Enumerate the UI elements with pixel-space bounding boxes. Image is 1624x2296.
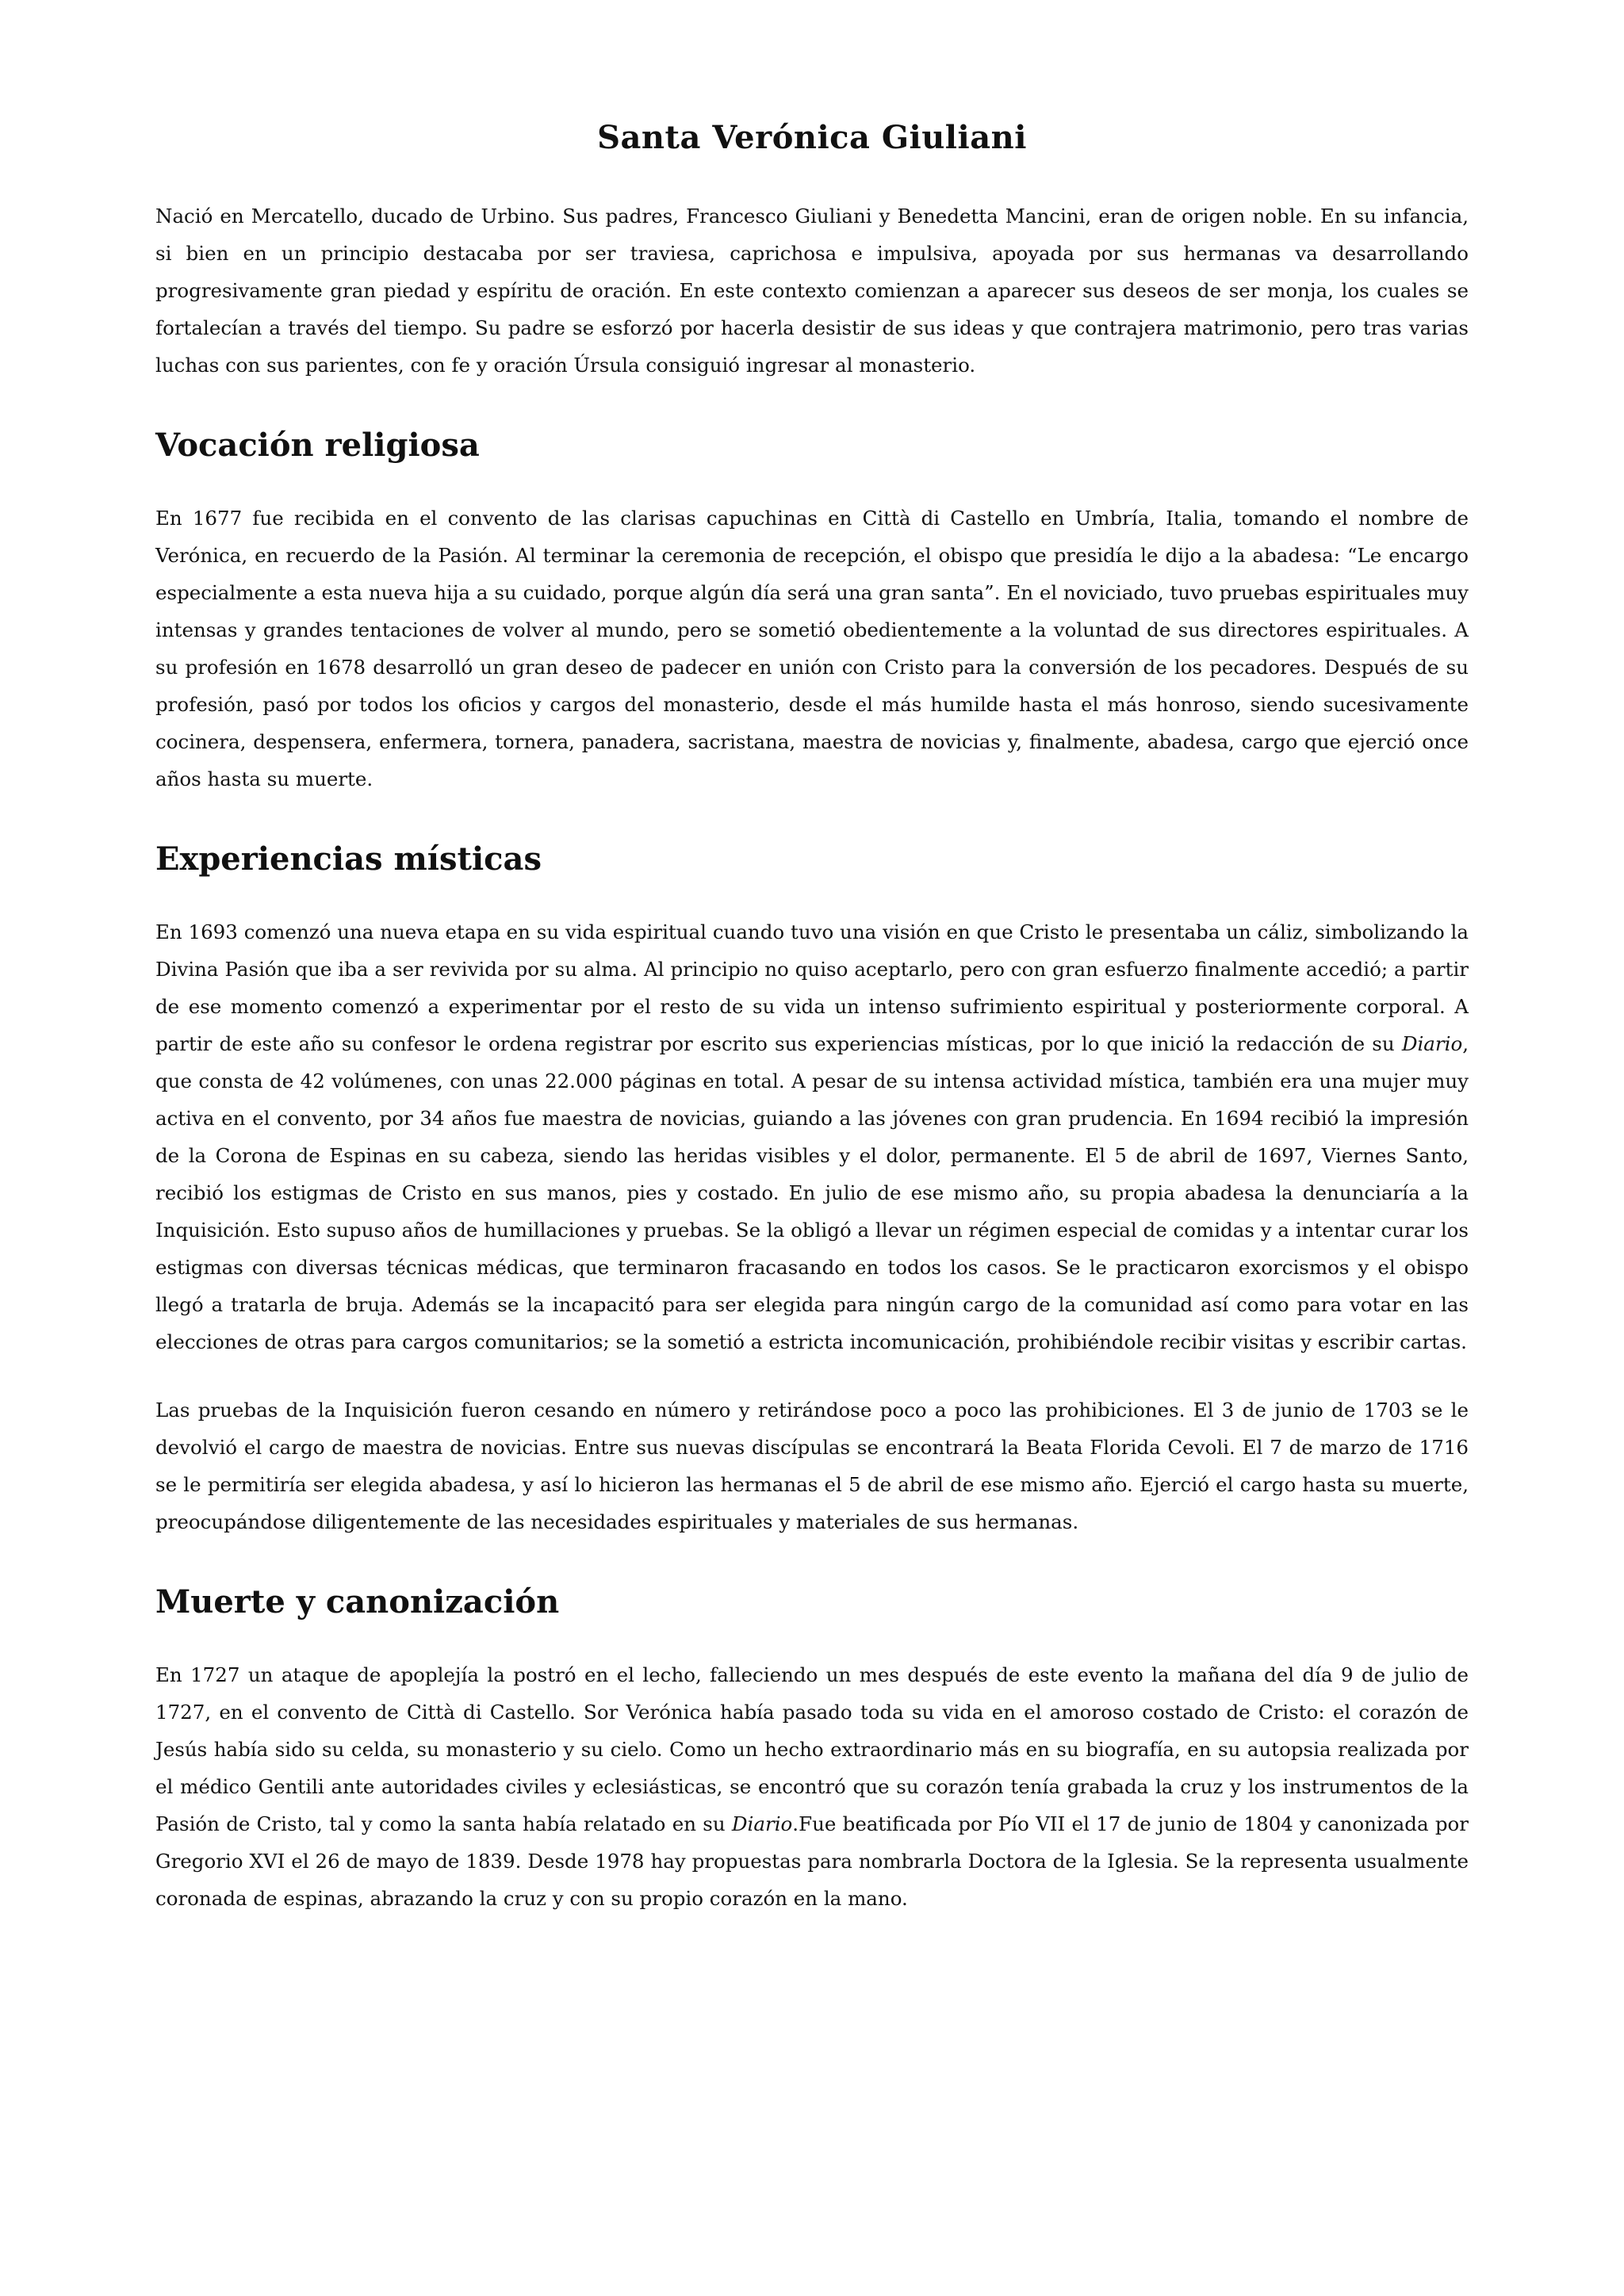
document-title: Santa Verónica Giuliani [597,119,1027,156]
muerte-text-b: .Fue beatificada por Pío VII el 17 de junio de 1804 y canonizada por Gregorio XVI el 26 de mayo de 1839. Desde 1978 hay propuestas para nombrarla Doctora de la Iglesia. Se la representa usualmente coronada de espinas, abrazando la cruz y con su propio corazón en la mano. [155,1812,1469,1910]
experiencias-paragraph-2: Las pruebas de la Inquisición fueron cesando en número y retirándose poco a poco las prohibiciones. El 3 de junio de 1703 se le devolvió el cargo de maestra de novicias. Entre sus nuevas discípulas se encontrará la Beata Florida Cevoli. El 7 de marzo de 1716 se le permitiría ser elegida abadesa, y así lo hicieron las hermanas el 5 de abril de ese mismo año. Ejerció el cargo hasta su muerte, preocupándose diligentemente de las necesidades espirituales y materiales de sus hermanas. [155,1399,1469,1533]
experiencias-text-a: En 1693 comenzó una nueva etapa en su vida espiritual cuando tuvo una visión en que Cristo le presentaba un cáliz, simbolizando la Divina Pasión que iba a ser revivida por su alma. Al principio no quiso aceptarlo, pero con gran esfuerzo finalmente accedió; a partir de ese momento comenzó a experimentar por el resto de su vida un intenso sufrimiento espiritual y posteriormente corporal. A partir de este año su confesor le ordena registrar por escrito sus experiencias místicas, por lo que inició la redacción de su [155,920,1469,1055]
heading-muerte-canonizacion: Muerte y canonización [155,1583,560,1621]
vocacion-paragraph: En 1677 fue recibida en el convento de las clarisas capuchinas en Città di Castello en Umbría, Italia, tomando el nombre de Verónica, en recuerdo de la Pasión. Al terminar la ceremonia de recepción, el obispo que presidía le dijo a la abadesa: “Le encargo especialmente a esta nueva hija a su cuidado, porque algún día será una gran santa”. En el noviciado, tuvo pruebas espirituales muy intensas y grandes tentaciones de volver al mundo, pero se sometió obedientemente a la voluntad de sus directores espirituales. A su profesión en 1678 desarrolló un gran deseo de padecer en unión con Cristo para la conversión de los pecadores. Después de su profesión, pasó por todos los oficios y cargos del monasterio, desde el más humilde hasta el más honroso, siendo sucesivamente cocinera, despensera, enfermera, tornera, panadera, sacristana, maestra de novicias y, finalmente, abadesa, cargo que ejerció once años hasta su muerte. [155,507,1469,790]
diario-italic-2: Diario [731,1812,793,1835]
heading-experiencias-misticas: Experiencias místicas [155,840,542,878]
muerte-text-a: En 1727 un ataque de apoplejía la postró en el lecho, falleciendo un mes después de este evento la mañana del día 9 de julio de 1727, en el convento de Città di Castello. Sor Verónica había pasado toda su vida en el amoroso costado de Cristo: el corazón de Jesús había sido su celda, su monasterio y su cielo. Como un hecho extraordinario más en su biografía, en su autopsia realizada por el médico Gentili ante autoridades civiles y eclesiásticas, se encontró que su corazón tenía grabada la cruz y los instrumentos de la Pasión de Cristo, tal y como la santa había relatado en su [155,1663,1469,1835]
experiencias-text-b: , que consta de 42 volúmenes, con unas 22.000 páginas en total. A pesar de su intensa actividad mística, también era una mujer muy activa en el convento, por 34 años fue maestra de novicias, guiando a las jóvenes con gran prudencia. En 1694 recibió la impresión de la Corona de Espinas en su cabeza, siendo las heridas visibles y el dolor, permanente. El 5 de abril de 1697, Viernes Santo, recibió los estigmas de Cristo en sus manos, pies y costado. En julio de ese mismo año, su propia abadesa la denunciaría a la Inquisición. Esto supuso años de humillaciones y pruebas. Se la obligó a llevar un régimen especial de comidas y a intentar curar los estigmas con diversas técnicas médicas, que terminaron fracasando en todos los casos. Se le practicaron exorcismos y el obispo llegó a tratarla de bruja. Además se la incapacitó para ser elegida para ningún cargo de la comunidad así como para votar en las elecciones de otras para cargos comunitarios; se la sometió a estricta incomunicación, prohibiéndole recibir visitas y escribir cartas. [155,1032,1469,1353]
muerte-paragraph [155,1656,1469,1917]
experiencias-paragraph-1 [155,913,1469,1360]
heading-vocacion-religiosa: Vocación religiosa [155,427,480,464]
diario-italic: Diario [1401,1032,1463,1055]
intro-paragraph: Nació en Mercatello, ducado de Urbino. Sus padres, Francesco Giuliani y Benedetta Mancini, eran de origen noble. En su infancia, si bien en un principio destacaba por ser traviesa, caprichosa e impulsiva, apoyada por sus hermanas va desarrollando progresivamente gran piedad y espíritu de oración. En este contexto comienzan a aparecer sus deseos de ser monja, los cuales se fortalecían a través del tiempo. Su padre se esforzó por hacerla desistir de sus ideas y que contrajera matrimonio, pero tras varias luchas con sus parientes, con fe y oración Úrsula consiguió ingresar al monasterio. [155,205,1469,377]
